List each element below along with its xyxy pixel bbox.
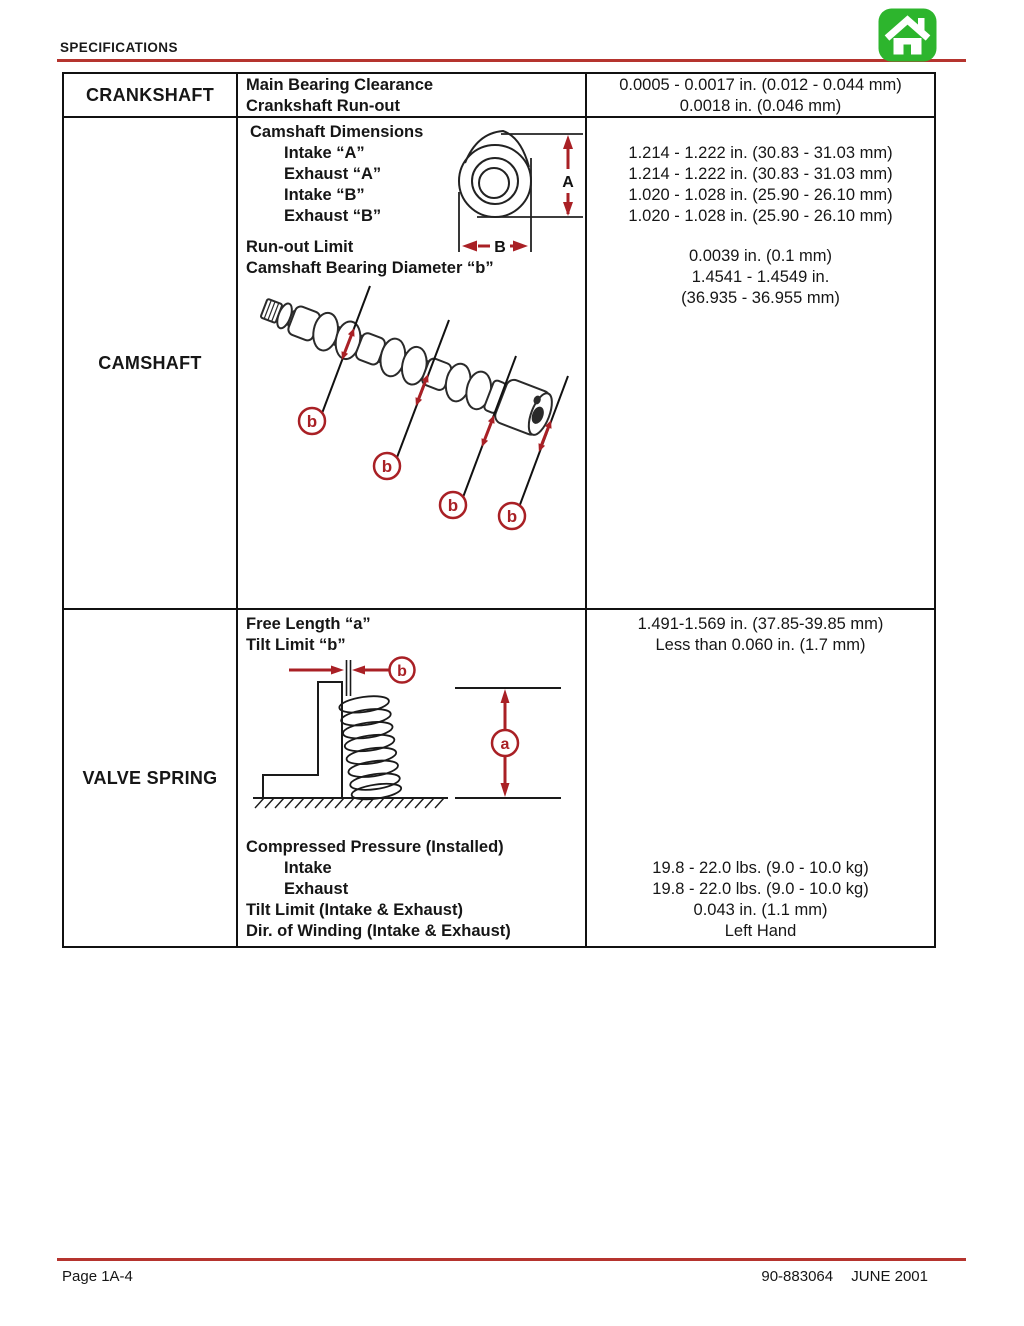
value-comp-intake: 19.8 - 22.0 lbs. (9.0 - 10.0 kg) <box>652 859 869 877</box>
label-runout-limit: Run-out Limit <box>246 238 354 256</box>
footer-page-number: Page 1A-4 <box>62 1268 133 1285</box>
valve-spring-labels-and-diagram <box>238 610 587 946</box>
value-exhaust-b: 1.020 - 1.028 in. (25.90 - 26.10 mm) <box>628 207 893 225</box>
label-crankshaft-runout: Crankshaft Run-out <box>246 97 400 115</box>
crankshaft-labels <box>238 74 587 116</box>
value-intake-a: 1.214 - 1.222 in. (30.83 - 31.03 mm) <box>628 144 893 162</box>
camshaft-labels-and-diagrams <box>238 118 587 608</box>
label-intake-a: Intake “A” <box>284 144 365 162</box>
label-bearing-diameter: Camshaft Bearing Diameter “b” <box>246 259 494 277</box>
table-row-crankshaft <box>64 74 934 118</box>
value-crankshaft-runout: 0.0018 in. (0.046 mm) <box>679 97 842 115</box>
header-rule <box>57 59 966 62</box>
compressed-pressure-values <box>587 858 934 942</box>
value-tilt-limit: Less than 0.060 in. (1.7 mm) <box>655 636 866 654</box>
row-header-crankshaft: CRANKSHAFT <box>64 74 238 116</box>
callout-b-2: b <box>381 457 393 476</box>
value-runout-limit: 0.0039 in. (0.1 mm) <box>688 247 833 265</box>
footer-doc-number: 90-883064 <box>761 1268 834 1285</box>
value-exhaust-a: 1.214 - 1.222 in. (30.83 - 31.03 mm) <box>628 165 893 183</box>
label-free-length: Free Length “a” <box>246 615 371 633</box>
callout-b-1: b <box>306 412 318 431</box>
value-winding-direction: Left Hand <box>724 922 797 940</box>
camshaft-values <box>587 118 934 608</box>
footer-rule <box>57 1258 966 1261</box>
table-row-camshaft <box>64 118 934 610</box>
footer-date: JUNE 2001 <box>851 1268 928 1285</box>
table-row-valve-spring <box>64 610 934 946</box>
compressed-pressure-block <box>238 837 585 942</box>
camshaft-runout-values <box>587 246 934 309</box>
label-tilt-limit-both: Tilt Limit (Intake & Exhaust) <box>246 901 463 919</box>
camshaft-drawing <box>246 278 586 540</box>
dim-label-a: A <box>562 174 574 191</box>
value-bearing-diameter-mm: (36.935 - 36.955 mm) <box>681 289 840 307</box>
dim-label-b: B <box>494 239 506 256</box>
value-bearing-diameter-in: 1.4541 - 1.4549 in. <box>691 268 830 286</box>
value-tilt-limit-both: 0.043 in. (1.1 mm) <box>693 901 828 919</box>
spring-callout-b: b <box>397 663 407 680</box>
label-main-bearing-clearance: Main Bearing Clearance <box>246 76 434 94</box>
spring-callout-a: a <box>500 736 510 753</box>
label-compressed-pressure: Compressed Pressure (Installed) <box>246 838 504 856</box>
label-camshaft-dimensions: Camshaft Dimensions <box>250 123 424 141</box>
row-header-camshaft: CAMSHAFT <box>64 118 238 608</box>
crankshaft-values <box>587 74 934 116</box>
value-comp-exhaust: 19.8 - 22.0 lbs. (9.0 - 10.0 kg) <box>652 880 869 898</box>
value-intake-b: 1.020 - 1.028 in. (25.90 - 26.10 mm) <box>628 186 893 204</box>
valve-spring-values <box>587 610 934 946</box>
callout-b-3: b <box>447 496 459 515</box>
label-exhaust-a: Exhaust “A” <box>284 165 382 183</box>
cam-lobe-diagram <box>450 118 586 266</box>
callout-b-4: b <box>506 507 518 526</box>
page-title: SPECIFICATIONS <box>60 40 178 55</box>
label-intake-b: Intake “B” <box>284 186 365 204</box>
value-main-bearing-clearance: 0.0005 - 0.0017 in. (0.012 - 0.044 mm) <box>619 76 902 94</box>
row-header-valve-spring: VALVE SPRING <box>64 610 238 946</box>
label-comp-intake: Intake <box>284 859 332 877</box>
footer-doc-info <box>761 1268 928 1285</box>
specifications-table <box>62 72 936 948</box>
value-free-length: 1.491-1.569 in. (37.85-39.85 mm) <box>637 615 884 633</box>
label-comp-exhaust: Exhaust <box>284 880 349 898</box>
valve-spring-top-labels <box>238 610 585 656</box>
label-tilt-limit: Tilt Limit “b” <box>246 636 346 654</box>
home-icon[interactable] <box>878 8 937 62</box>
label-exhaust-b: Exhaust “B” <box>284 207 382 225</box>
valve-spring-diagram <box>243 656 573 828</box>
label-winding-direction: Dir. of Winding (Intake & Exhaust) <box>246 922 511 940</box>
